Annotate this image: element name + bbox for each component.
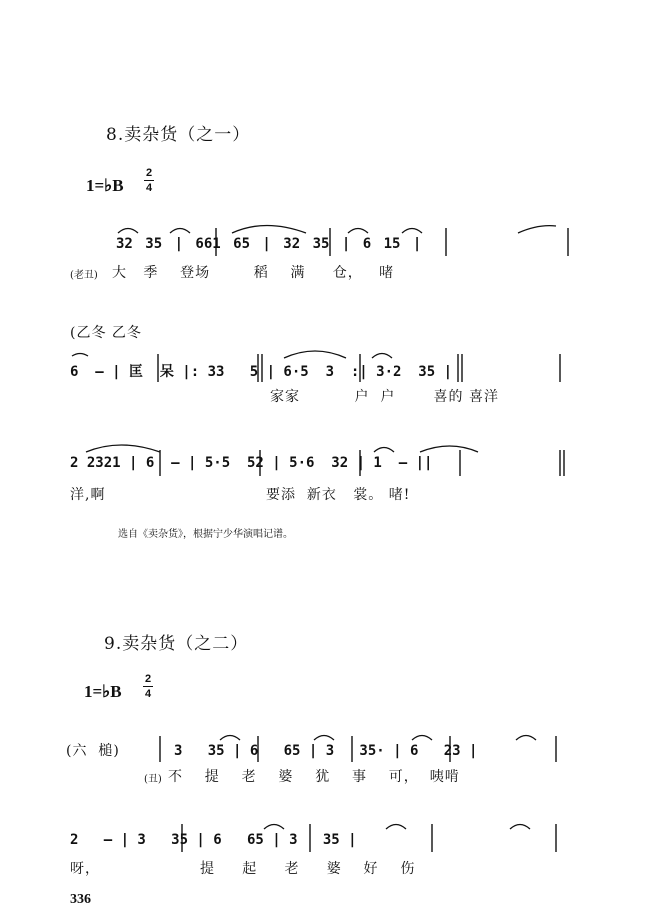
slur — [170, 229, 190, 234]
slur — [386, 825, 406, 830]
page-number: 336 — [70, 892, 91, 907]
time-bottom: 4 — [145, 182, 153, 194]
song2-row2-notes: 2 — | 3 35 | 6 65 | 3 35 | — [70, 832, 357, 848]
slur — [314, 736, 334, 741]
song2-key-signature: 1=♭B — [84, 682, 122, 701]
slur — [372, 354, 392, 359]
song1-row2-prefix: (乙冬 乙冬 — [70, 325, 142, 341]
slur — [284, 351, 346, 358]
song1-row3-notes: 2 2321 | 6 — | 5·5 52 | 5·6 32 | 1 — || — [70, 455, 433, 471]
slur — [72, 354, 88, 357]
song1-row3-lyrics-a: 洋,啊 — [70, 487, 106, 503]
song2-row1-notes: 3 35 | 6 65 | 3 35· | 6 23 | — [174, 743, 478, 759]
slur — [420, 446, 478, 452]
song1-row1-notes: 32 35 | 661 65 | 32 35 | 6 15 | — [116, 236, 422, 252]
song1-row2-notes: 6 — | 匡 呆 |: 33 5 | 6·5 3 :| 3·2 35 | — [70, 364, 453, 380]
song1-title: 8.卖杂货（之一） — [106, 125, 251, 145]
slur — [510, 825, 530, 830]
slur — [264, 825, 284, 830]
song2-row1-prefix: (六 槌) — [66, 743, 120, 759]
slur — [412, 736, 432, 741]
song1-row3-lyrics-b: 要添 新衣 裳。 啫! — [266, 487, 411, 503]
slur — [402, 229, 422, 234]
song2-row1-lyrics: 不 提 老 婆 犹 事 可， 咦啃 — [168, 769, 460, 785]
slur — [86, 445, 160, 452]
slur — [232, 226, 306, 234]
song2-title: 9.卖杂货（之二） — [104, 634, 249, 654]
song1-row1-role: (老丑) — [70, 270, 98, 281]
song2-row1-role: (丑) — [144, 774, 162, 785]
slur — [348, 229, 368, 234]
slur — [220, 736, 240, 741]
time-bottom: 4 — [144, 688, 152, 700]
slurs — [72, 226, 556, 830]
bar-lines — [158, 228, 568, 852]
time-top: 2 — [145, 167, 153, 179]
song1-source-note: 选自《卖杂货》，根据宁少华演唱记谱。 — [118, 529, 293, 540]
song2-row2-lyrics-b: 提 起 老 婆 好 伤 — [200, 861, 416, 877]
slur — [374, 448, 394, 453]
time-top: 2 — [144, 673, 152, 685]
song1-row2-lyrics: 家家 户 户 喜的 喜洋 — [270, 389, 500, 405]
song1-row1-lyrics: 大 季 登场 稻 满 仓， 啫 — [112, 265, 395, 281]
song1-key-signature: 1=♭B — [86, 176, 124, 195]
slur — [516, 736, 536, 741]
slur — [118, 229, 138, 234]
slur — [518, 226, 556, 233]
song2-row2-lyrics-a: 呀， — [70, 861, 100, 877]
